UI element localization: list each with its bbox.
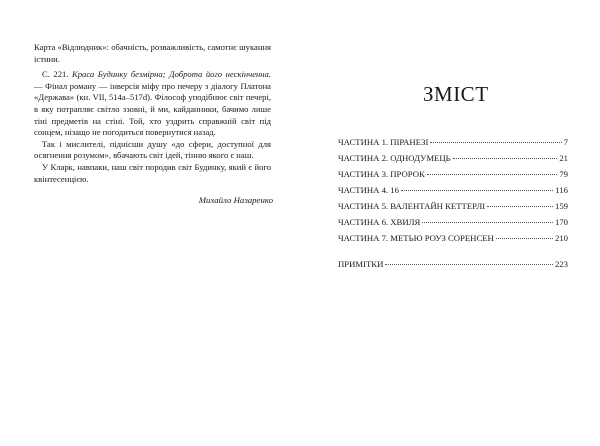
dot-leader: [385, 264, 553, 265]
toc-entry-label: ЧАСТИНА 3. ПРОРОК: [338, 169, 425, 179]
dot-leader: [430, 142, 561, 143]
note-paragraph: У Кларк, навпаки, наш світ породив світ Будинку, який є його квінтесенцією.: [34, 161, 271, 184]
toc-entry[interactable]: [338, 166, 568, 182]
toc-entry[interactable]: [338, 182, 568, 198]
toc-entry-page: 116: [555, 185, 568, 195]
toc-entry-label: ПРИМІТКИ: [338, 259, 384, 269]
note-paragraph: [34, 69, 271, 139]
toc-spacer: [338, 246, 568, 256]
note-body: — Фінал роману — інверсія міфу про печеру з діалогу Платона «Держава» (кн. VII, 514a–517d). Філософ уподібнює світ печері, в яку потрапляє світло ззовні, й ми, кайданники, бачимо лише тіні предметів на стіні. Той, хто уздрить справжній світ під сонцем, нізащо не погодиться повернутися назад.: [34, 80, 271, 138]
dot-leader: [487, 206, 553, 207]
toc-entry[interactable]: [338, 214, 568, 230]
dot-leader: [427, 174, 558, 175]
dot-leader: [401, 190, 553, 191]
toc-entry-label: ЧАСТИНА 2. ОДНОДУМЕЦЬ: [338, 153, 451, 163]
dot-leader: [422, 222, 553, 223]
toc-entry-page: 170: [554, 217, 568, 227]
toc-entry-page: 7: [563, 137, 568, 147]
toc-entry[interactable]: [338, 256, 568, 272]
toc-entry-label: ЧАСТИНА 6. ХВИЛЯ: [338, 217, 421, 227]
toc-title: ЗМІСТ: [423, 82, 489, 106]
note-paragraph: Так і мислителі, піднісши душу «до сфери, доступної для осягнення розумом», вбачають світ ідей, тінню якого є наш.: [34, 138, 271, 161]
toc-entry-label: ЧАСТИНА 7. МЕТЬЮ РОУЗ СОРЕНСЕН: [338, 233, 494, 243]
toc-entry-page: 79: [559, 169, 568, 179]
note-paragraph: Карта «Відлюдник»: обачність, розважливість, самотнє шукання істини.: [34, 42, 271, 64]
dot-leader: [453, 158, 558, 159]
note-page-ref: С. 221.: [42, 69, 73, 80]
note-quote: Краса Будинку безмірна; Доброта його нескінченна.: [72, 69, 271, 80]
toc-entry-page: 159: [554, 201, 568, 211]
author-signature: Михайло Назаренко: [198, 195, 273, 205]
toc-entry[interactable]: [338, 198, 568, 214]
toc-entry[interactable]: [338, 230, 568, 246]
dot-leader: [496, 238, 553, 239]
table-of-contents: [338, 134, 568, 272]
toc-entry[interactable]: [338, 150, 568, 166]
toc-entry-page: 210: [554, 233, 568, 243]
toc-entry-label: ЧАСТИНА 5. ВАЛЕНТАЙН КЕТТЕРЛІ: [338, 201, 486, 211]
toc-entry-label: ЧАСТИНА 1. ПІРАНЕЗІ: [338, 137, 429, 147]
toc-entry-page: 21: [559, 153, 568, 163]
toc-entry[interactable]: [338, 134, 568, 150]
toc-entry-label: ЧАСТИНА 4. 16: [338, 185, 399, 195]
toc-entry-page: 223: [554, 259, 568, 269]
right-page: [300, 0, 600, 446]
notes-text: [34, 42, 271, 185]
